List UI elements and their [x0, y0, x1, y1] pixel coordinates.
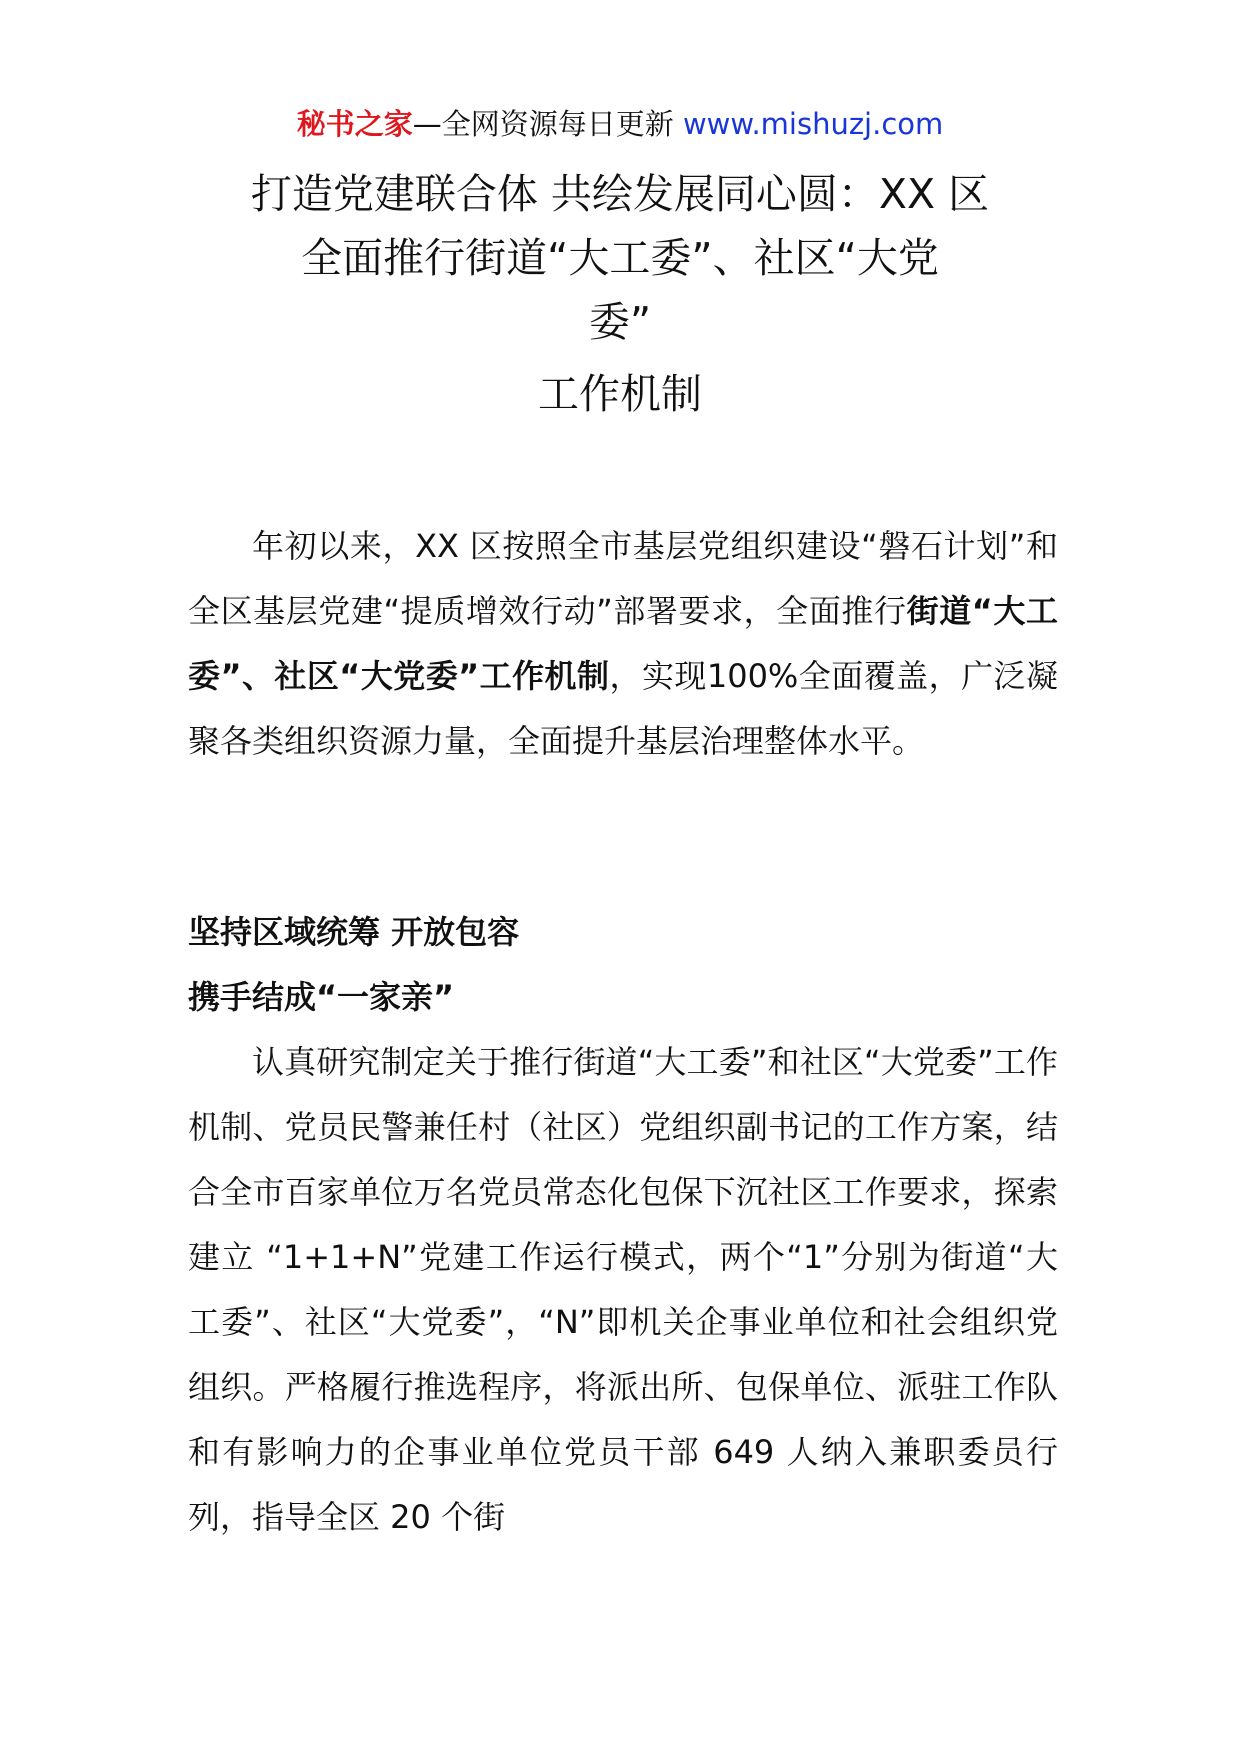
intro-paragraph [188, 514, 1058, 774]
section-1 [188, 900, 1058, 1550]
intro-section [188, 514, 1058, 774]
section-1-heading-line-1: 坚持区域统筹 开放包容 [188, 913, 520, 951]
title-line-3: 委” [588, 298, 652, 346]
banner-url-link[interactable]: www.mishuzj.com [682, 107, 944, 141]
banner-slogan: —全网资源每日更新 [412, 107, 674, 141]
intro-text-after: ，实现100%全面覆盖，广泛凝聚各类组织资源力量，全面提升基层治理整体水平。 [188, 657, 1058, 760]
intro-text-before: 年初以来，XX 区按照全市基层党组织建设“磐石计划”和全区基层党建“提质增效行动”部署要求，全面推行 [188, 527, 1058, 630]
intro-text-bold: 街道“大工委”、社区“大党委”工作机制 [188, 592, 1058, 695]
site-banner [0, 104, 1240, 144]
section-1-body: 认真研究制定关于推行街道“大工委”和社区“大党委”工作机制、党员民警兼任村（社区）党组织副书记的工作方案，结合全市百家单位万名党员常态化包保下沉社区工作要求，探索建立 “1+1+N”党建工作运行模式，两个“1”分别为街道“大工委”、社区“大党委”，“N”即机关企事业单位和社会组织党组织。严格履行推选程序，将派出所、包保单位、派驻工作队和有影响力的企事业单位党员干部 649 人纳入兼职委员行列，指导全区 20 个街 [188, 1043, 1058, 1536]
section-1-heading-line-2: 携手结成“一家亲” [188, 978, 455, 1016]
title-line-1: 打造党建联合体 共绘发展同心圆：XX 区 [250, 170, 990, 218]
banner-brand: 秘书之家 [296, 107, 413, 141]
title-line-4: 工作机制 [538, 370, 702, 418]
title-line-2: 全面推行街道“大工委”、社区“大党 [301, 234, 939, 282]
document-title [150, 162, 1090, 426]
